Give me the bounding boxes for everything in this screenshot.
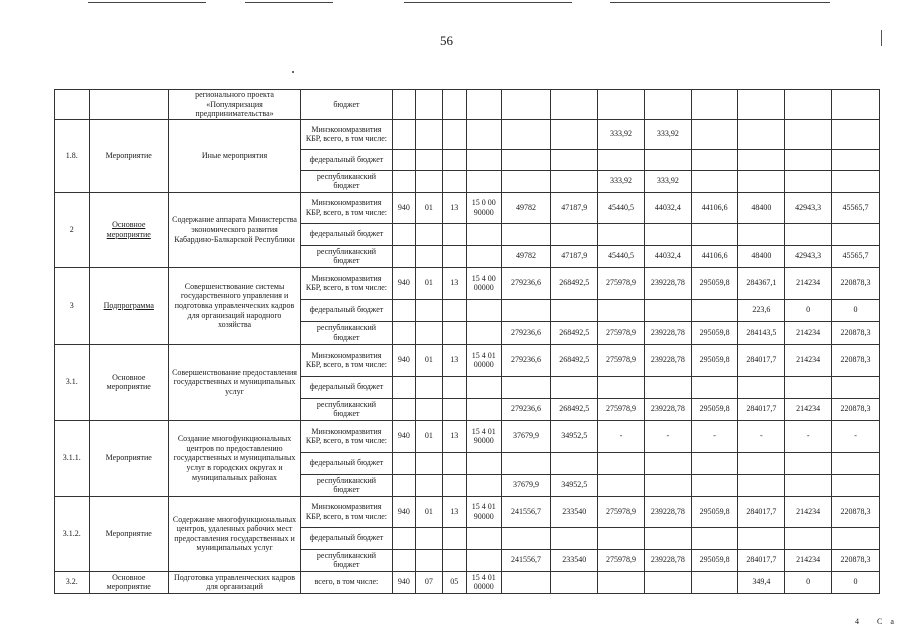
grbs-cell: 940	[392, 420, 415, 452]
value-cell: 275978,9	[598, 267, 645, 299]
value-cell: 239228,78	[644, 344, 691, 376]
csr-cell: 15 0 00 90000	[466, 192, 501, 223]
value-cell: 48400	[738, 192, 785, 223]
value-cell: 214234	[785, 344, 832, 376]
row-number: 3	[55, 267, 90, 344]
top-rule	[610, 2, 830, 3]
rz-cell: 07	[416, 571, 442, 593]
value-cell: 45440,5	[598, 245, 645, 267]
csr-cell: 15 4 00 00000	[466, 267, 501, 299]
value-cell: 284367,1	[738, 267, 785, 299]
name-cell: регионального проекта «Популяризация предпринимательства»	[168, 90, 300, 120]
grbs-cell: 940	[392, 496, 415, 527]
value-cell: 268492,5	[551, 267, 598, 299]
value-cell: 45565,7	[832, 192, 880, 223]
value-cell: 349,4	[738, 571, 785, 593]
value-cell: 34952,5	[551, 474, 598, 496]
rz-cell: 01	[416, 192, 442, 223]
table-row	[55, 267, 880, 299]
value-cell: 44106,6	[691, 192, 738, 223]
value-cell: 214234	[785, 267, 832, 299]
value-cell: 275978,9	[598, 496, 645, 527]
row-number: 3.2.	[55, 571, 90, 593]
status-cell: Основное мероприятие	[89, 192, 168, 267]
name-cell: Иные мероприятия	[168, 119, 300, 192]
status-cell: Основное мероприятие	[89, 571, 168, 593]
source-cell: Минэкономразвития КБР, всего, в том числе:	[301, 420, 393, 452]
name-cell: Содержание многофункциональных центров, удаленных рабочих мест предоставления государственных и муниципальных услуг	[168, 496, 300, 571]
status-cell: Мероприятие	[89, 420, 168, 496]
page-number: 56	[440, 33, 453, 48]
value-cell: 275978,9	[598, 398, 645, 420]
pr-cell: 05	[442, 571, 466, 593]
pr-cell: 13	[442, 192, 466, 223]
value-cell: 220878,3	[832, 549, 880, 571]
value-cell: 44032,4	[644, 192, 691, 223]
status-cell: Подпрограмма	[89, 267, 168, 344]
value-cell: 275978,9	[598, 344, 645, 376]
value-cell: 0	[832, 571, 880, 593]
status-cell: Основное мероприятие	[89, 344, 168, 420]
table-row	[55, 496, 880, 527]
source-cell: федеральный бюджет	[301, 149, 393, 170]
margin-mark	[881, 30, 882, 46]
source-cell: Минэкономразвития КБР, всего, в том числе:	[301, 119, 393, 149]
value-cell: 279236,6	[501, 321, 551, 344]
source-cell: федеральный бюджет	[301, 527, 393, 549]
value-cell: 44032,4	[644, 245, 691, 267]
source-cell: республиканский бюджет	[301, 245, 393, 267]
value-cell: 275978,9	[598, 321, 645, 344]
top-rule	[88, 2, 206, 3]
pr-cell: 13	[442, 344, 466, 376]
value-cell: 214234	[785, 321, 832, 344]
value-cell: 233540	[551, 496, 598, 527]
table-row	[55, 119, 880, 149]
table-row	[55, 571, 880, 593]
value-cell: -	[832, 420, 880, 452]
name-cell: Создание многофункциональных центров по предоставлению государственных и муниципальных услуг в городских округах и муниципальных районах	[168, 420, 300, 496]
top-rule	[404, 2, 572, 3]
value-cell: 268492,5	[551, 344, 598, 376]
name-cell: Совершенствование предоставления государственных и муниципальных услуг	[168, 344, 300, 420]
value-cell: 284017,7	[738, 496, 785, 527]
value-cell: 279236,6	[501, 267, 551, 299]
csr-cell: 15 4 01 90000	[466, 496, 501, 527]
value-cell: 214234	[785, 398, 832, 420]
value-cell: 0	[785, 299, 832, 321]
value-cell: 295059,8	[691, 549, 738, 571]
value-cell: 220878,3	[832, 496, 880, 527]
grbs-cell: 940	[392, 344, 415, 376]
value-cell: 333,92	[598, 119, 645, 149]
value-cell: 49782	[501, 245, 551, 267]
csr-cell: 15 4 01 90000	[466, 420, 501, 452]
pr-cell: 13	[442, 267, 466, 299]
value-cell: 44106,6	[691, 245, 738, 267]
row-number: 3.1.	[55, 344, 90, 420]
source-cell: федеральный бюджет	[301, 376, 393, 398]
value-cell: 295059,8	[691, 496, 738, 527]
value-cell: -	[785, 420, 832, 452]
value-cell: 268492,5	[551, 398, 598, 420]
source-cell: республиканский бюджет	[301, 549, 393, 571]
row-number: 1.8.	[55, 119, 90, 192]
csr-cell: 15 4 01 00000	[466, 571, 501, 593]
top-rule	[245, 2, 333, 3]
value-cell: 47187,9	[551, 192, 598, 223]
value-cell: 284017,7	[738, 398, 785, 420]
source-cell: федеральный бюджет	[301, 452, 393, 474]
name-cell: Подготовка управленческих кадров для организаций	[168, 571, 300, 593]
status-cell: Мероприятие	[89, 119, 168, 192]
table-row	[55, 420, 880, 452]
value-cell: 275978,9	[598, 549, 645, 571]
source-cell: Минэкономразвития КБР, всего, в том числе:	[301, 267, 393, 299]
corner-note: 4 Ca	[855, 617, 902, 626]
grbs-cell: 940	[392, 571, 415, 593]
source-cell: всего, в том числе:	[301, 571, 393, 593]
value-cell: 239228,78	[644, 549, 691, 571]
source-cell: Минэкономразвития КБР, всего, в том числе:	[301, 344, 393, 376]
value-cell: 333,92	[644, 119, 691, 149]
source-cell: Минэкономразвития КБР, всего, в том числе:	[301, 496, 393, 527]
value-cell: 295059,8	[691, 344, 738, 376]
value-cell: 284143,5	[738, 321, 785, 344]
value-cell: 284017,7	[738, 344, 785, 376]
value-cell: 279236,6	[501, 344, 551, 376]
source-cell: федеральный бюджет	[301, 299, 393, 321]
value-cell: 333,92	[598, 170, 645, 192]
source-cell: республиканский бюджет	[301, 398, 393, 420]
grbs-cell: 940	[392, 267, 415, 299]
value-cell: 214234	[785, 496, 832, 527]
value-cell: 0	[785, 571, 832, 593]
pr-cell: 13	[442, 496, 466, 527]
source-cell: республиканский бюджет	[301, 321, 393, 344]
value-cell: -	[738, 420, 785, 452]
pr-cell: 13	[442, 420, 466, 452]
source-cell: Минэкономразвития КБР, всего, в том числе:	[301, 192, 393, 223]
value-cell: 37679,9	[501, 474, 551, 496]
source-cell: федеральный бюджет	[301, 223, 393, 245]
value-cell: 42943,3	[785, 245, 832, 267]
rz-cell: 01	[416, 496, 442, 527]
value-cell: 220878,3	[832, 267, 880, 299]
status-cell: Мероприятие	[89, 496, 168, 571]
budget-table	[54, 89, 880, 594]
row-number: 3.1.1.	[55, 420, 90, 496]
row-number: 3.1.2.	[55, 496, 90, 571]
value-cell: 47187,9	[551, 245, 598, 267]
value-cell: 241556,7	[501, 496, 551, 527]
value-cell: 220878,3	[832, 321, 880, 344]
rz-cell: 01	[416, 420, 442, 452]
value-cell: 279236,6	[501, 398, 551, 420]
value-cell: -	[598, 420, 645, 452]
value-cell: 333,92	[644, 170, 691, 192]
value-cell: 0	[832, 299, 880, 321]
value-cell: 241556,7	[501, 549, 551, 571]
value-cell: 48400	[738, 245, 785, 267]
rz-cell: 01	[416, 267, 442, 299]
value-cell: 239228,78	[644, 496, 691, 527]
table-row	[55, 344, 880, 376]
value-cell: 42943,3	[785, 192, 832, 223]
value-cell: -	[644, 420, 691, 452]
value-cell: 284017,7	[738, 549, 785, 571]
value-cell: 214234	[785, 549, 832, 571]
value-cell: 49782	[501, 192, 551, 223]
value-cell: 220878,3	[832, 344, 880, 376]
value-cell: 45565,7	[832, 245, 880, 267]
value-cell: 295059,8	[691, 267, 738, 299]
value-cell: 239228,78	[644, 267, 691, 299]
value-cell: 223,6	[738, 299, 785, 321]
table-row	[55, 90, 880, 120]
value-cell: 45440,5	[598, 192, 645, 223]
csr-cell: 15 4 01 00000	[466, 344, 501, 376]
grbs-cell: 940	[392, 192, 415, 223]
source-cell: республиканский бюджет	[301, 170, 393, 192]
value-cell: 220878,3	[832, 398, 880, 420]
row-number: 2	[55, 192, 90, 267]
value-cell: 295059,8	[691, 398, 738, 420]
value-cell: 239228,78	[644, 321, 691, 344]
value-cell: -	[691, 420, 738, 452]
value-cell: 233540	[551, 549, 598, 571]
name-cell: Содержание аппарата Министерства экономического развития Кабардино-Балкарской Республики	[168, 192, 300, 267]
source-cell: республиканский бюджет	[301, 474, 393, 496]
rz-cell: 01	[416, 344, 442, 376]
value-cell: 239228,78	[644, 398, 691, 420]
source-cell: бюджет	[301, 90, 393, 120]
name-cell: Совершенствование системы государственного управления и подготовка управленческих кадров для организаций народного хозяйства	[168, 267, 300, 344]
value-cell: 295059,8	[691, 321, 738, 344]
table-row	[55, 192, 880, 223]
scan-speck	[292, 71, 294, 73]
value-cell: 34952,5	[551, 420, 598, 452]
value-cell: 37679,9	[501, 420, 551, 452]
value-cell: 268492,5	[551, 321, 598, 344]
